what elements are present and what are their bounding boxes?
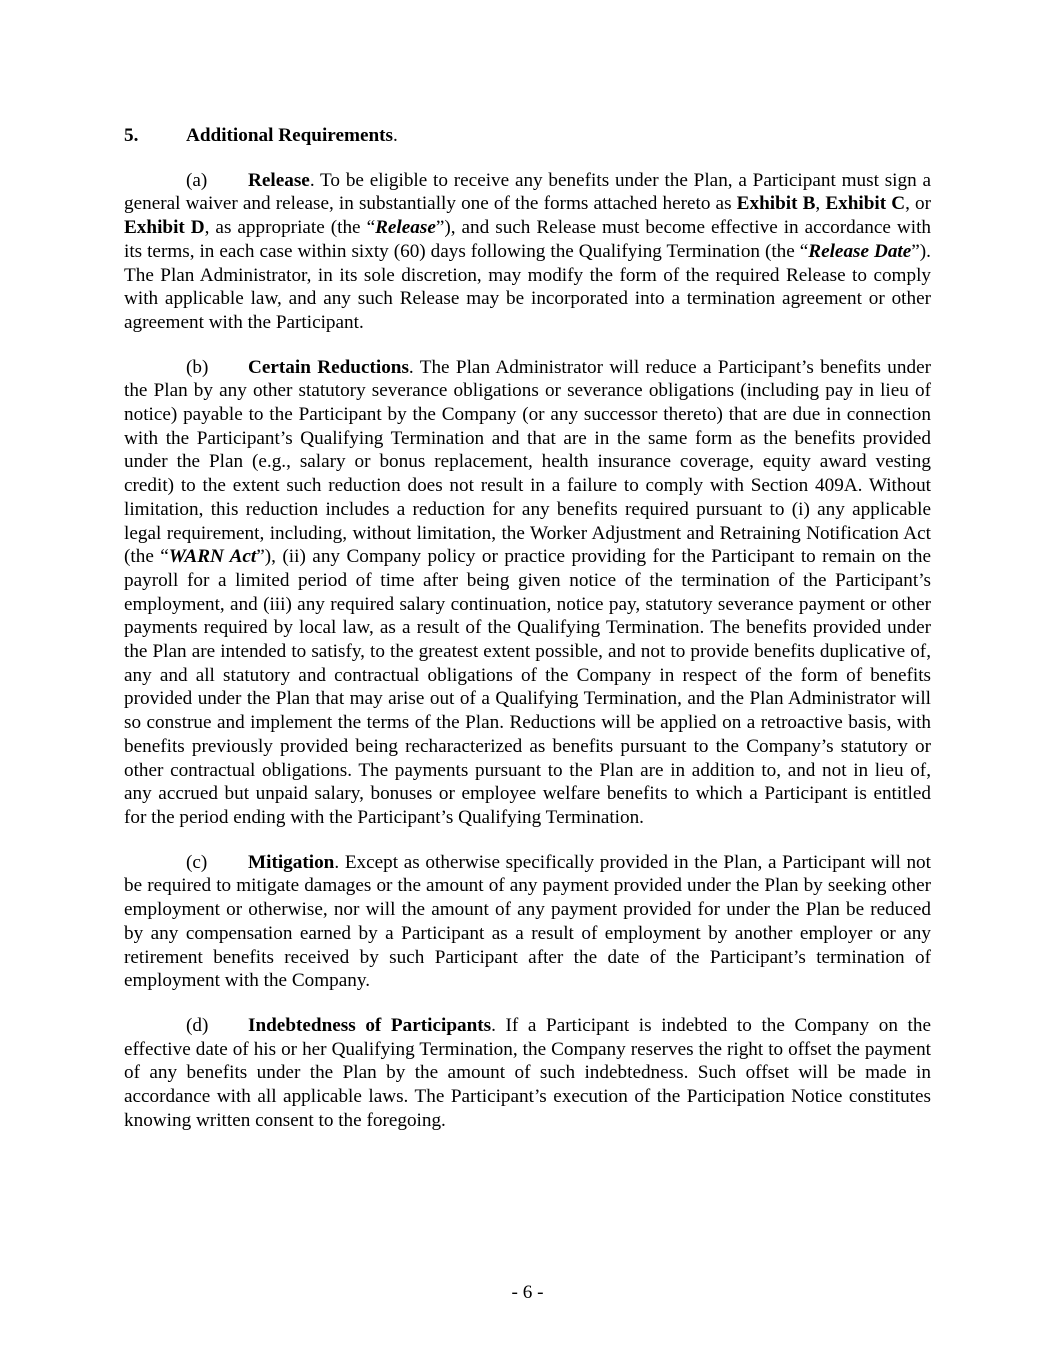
release-text-2: , [815, 193, 826, 215]
release-text-4: , as appropriate (the “ [204, 217, 376, 239]
reductions-text-2: ”), (ii) any Company policy or practice providing for the Participant to remain on the payroll for a limited period of time after being given notice of the termination of the Participant’s employment, and (iii) any required salary continuation, notice pay, statutory severance payment or other payments required by local law, as a result of the Qualifying Termination. The benefits provided under the Plan are intended to satisfy, to the greatest extent possible, and not to provide benefits duplicative of, any and all statutory and contractual obligations of the Company in respect of the form of benefits provided under the Plan that may arise out of a Qualifying Termination, and the Plan Administrator will so construe and implement the terms of the Plan. Reductions will be applied on a retroactive basis, with benefits previously provided being recharacterized as benefits pursuant to the Company’s statutory or other contractual obligations. The payments pursuant to the Plan are in addition to, and not in lieu of, any accrued but unpaid salary, bonuses or employee welfare benefits to which a Participant is entitled for the period ending with the Participant’s Qualifying Termination. [124, 546, 931, 828]
section-number: 5. [124, 125, 139, 146]
mitigation-text: . Except as otherwise specifically provided in the Plan, a Participant will not be required to mitigate damages or the amount of any payment provided under the Plan by seeking other employment or otherwise, nor will the amount of any payment provided for under the Plan be reduced by any compensation earned by a Participant as a result of employment by another employer or any retirement benefits received by such Participant after the date of the Participant’s termination of employment with the Company. [124, 851, 931, 992]
paragraph-heading-release: Release [248, 169, 310, 191]
paragraph-certain-reductions [124, 356, 931, 830]
paragraph-release [124, 169, 931, 335]
exhibit-d-ref: Exhibit D [124, 217, 205, 239]
release-text-3: , or [905, 193, 931, 215]
defined-term-release: Release [375, 217, 436, 239]
paragraph-heading-indebtedness: Indebtedness of Participants [248, 1014, 492, 1036]
paragraph-heading-mitigation: Mitigation [248, 851, 335, 873]
paragraph-marker: (a) [186, 169, 208, 191]
indebtedness-text: . If a Participant is indebted to the Company on the effective date of his or her Qualifying Termination, the Company reserves the right to offset the payment of any benefits under the Plan by the amount of such indebtedness. Such offset will be made in accordance with all applicable laws. The Participant’s execution of the Participation Notice constitutes knowing written consent to the foregoing. [124, 1014, 931, 1131]
defined-term-release-date: Release Date [808, 240, 912, 262]
paragraph-marker: (d) [186, 1014, 209, 1036]
exhibit-b-ref: Exhibit B [736, 193, 816, 215]
paragraph-heading-certain-reductions: Certain Reductions [248, 356, 409, 378]
defined-term-warn-act: WARN Act [168, 546, 257, 568]
reductions-text-1: . The Plan Administrator will reduce a Participant’s benefits under the Plan by any other statutory severance obligations or severance obligations (including pay in lieu of notice) payable to the Participant by the Company (or any successor thereto) that are due in connection with the Participant’s Qualifying Termination and that are in the same form as the benefits provided under the Plan (e.g., salary or bonus replacement, health insurance coverage, equity award vesting credit) to the extent such reduction does not result in a failure to comply with Section 409A. Without limitation, this reduction includes a reduction for any benefits required pursuant to (i) any applicable legal requirement, including, without limitation, the Worker Adjustment and Retraining Notification Act (the “ [124, 356, 931, 568]
release-text-5: ”), and such Release must become effective in accordance with its terms, in each case within sixty (60) days following the Qualifying Termination (the “ [124, 217, 931, 262]
document-page [124, 124, 931, 1153]
paragraph-marker: (b) [186, 356, 209, 378]
section-heading [124, 124, 931, 148]
release-text-6: ”). The Plan Administrator, in its sole discretion, may modify the form of the required Release to comply with applicable law, and any such Release may be incorporated into a termination agreement or other agreement with the Participant. [124, 240, 931, 333]
release-text-1: . To be eligible to receive any benefits under the Plan, a Participant must sign a general waiver and release, in substantially one of the forms attached hereto as [124, 169, 931, 215]
section-title: Additional Requirements [186, 125, 393, 146]
paragraph-marker: (c) [186, 851, 208, 873]
paragraph-indebtedness [124, 1014, 931, 1133]
paragraph-mitigation [124, 851, 931, 993]
section-title-period: . [393, 125, 398, 146]
exhibit-c-ref: Exhibit C [825, 193, 906, 215]
page-number: - 6 - [511, 1282, 544, 1303]
